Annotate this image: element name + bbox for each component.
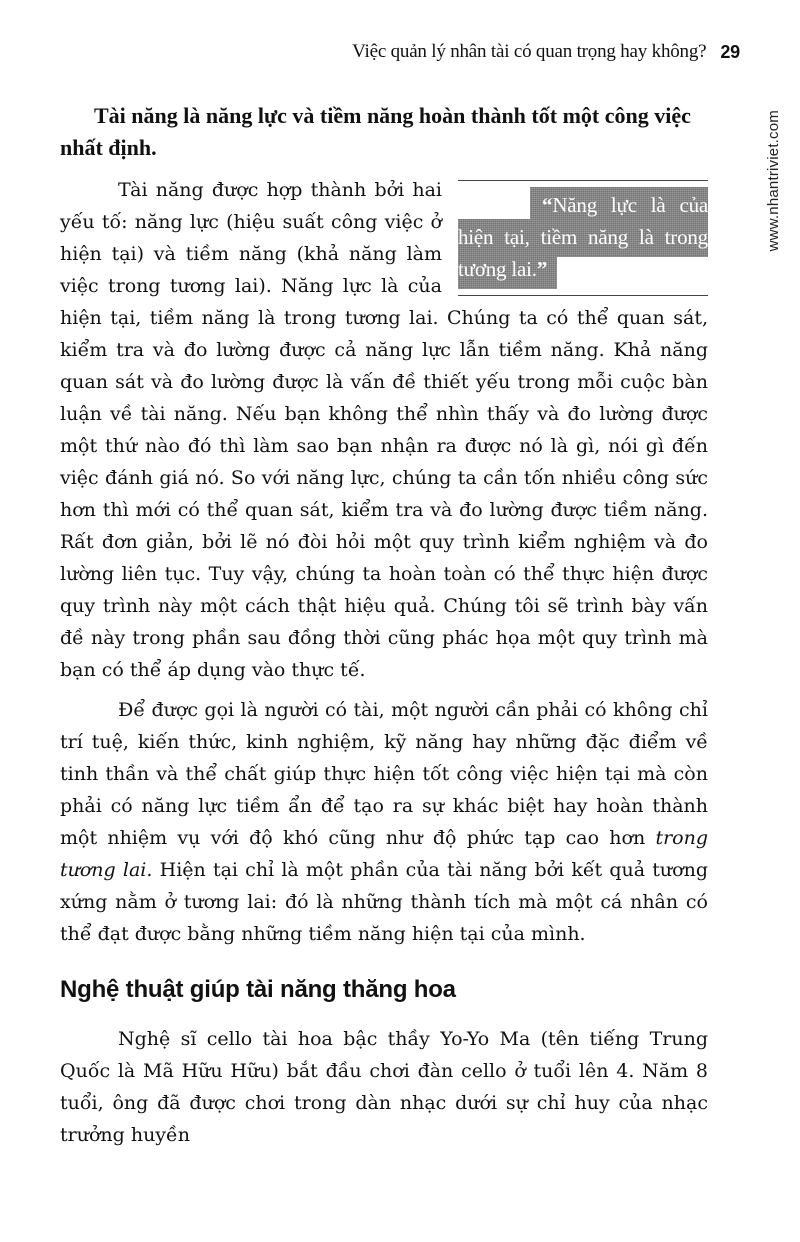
close-quote-mark: ”	[536, 257, 548, 282]
lead-heading: Tài năng là năng lực và tiềm năng hoàn thành tốt một công việc nhất định.	[60, 103, 691, 161]
pullquote-box	[458, 187, 708, 289]
paragraph-2-text-end: . Hiện tại chỉ là một phần của tài năng bởi kết quả tương xứng nằm ở tương lai: đó là những thành tích mà một cá nhân có thể đạt được bằng những tiềm năng hiện tại của mình.	[60, 859, 708, 946]
open-quote-mark: “	[542, 193, 553, 218]
page-content	[60, 100, 708, 1151]
paragraph-2-text-start: Để được gọi là người có tài, một người cần phải có không chỉ trí tuệ, kiến thức, kinh nghiệm, kỹ năng hay những đặc điểm về tinh thần và thể chất giúp thực hiện tốt công việc hiện tại mà còn phải có năng lực tiềm ẩn để tạo ra sự khác biệt hay hoàn thành một nhiệm vụ với độ khó cũng như độ phức tạp cao hơn	[60, 699, 708, 850]
section-heading: Nghệ thuật giúp tài năng thăng hoa	[60, 976, 456, 1004]
paragraph-3	[60, 1023, 708, 1151]
paragraph-1	[60, 174, 708, 686]
paragraph-2-italic: trong tương lai	[60, 827, 708, 882]
watermark-url: www.nhantriviet.com	[765, 110, 782, 252]
paragraph-2	[60, 694, 708, 950]
pullquote-text: Năng lực là của hiện tại, tiềm năng là trong tương lai.	[458, 193, 708, 282]
paragraph-1-text: Tài năng được hợp thành bởi hai yếu tố: năng lực (hiệu suất công việc ở hiện tại) và tiềm năng (khả năng làm việc trong tương lai). Năng lực là của hiện tại, tiềm năng là trong tương lai. Chúng ta có thể quan sát, kiểm tra và đo lường được cả năng lực lẫn tiềm năng. Khả năng quan sát và đo lường được là vấn đề thiết yếu trong mỗi cuộc bàn luận về tài năng. Nếu bạn không thể nhìn thấy và đo lường được một thứ nào đó thì làm sao bạn nhận ra được nó là gì, nói gì đến việc đánh giá nó. So với năng lực, chúng ta cần tốn nhiều công sức hơn thì mới có thể quan sát, kiểm tra và đo lường được tiềm năng. Rất đơn giản, bởi lẽ nó đòi hỏi một quy trình kiểm nghiệm và đo lường liên tục. Tuy vậy, chúng ta hoàn toàn có thể thực hiện được quy trình này một cách thật hiệu quả. Chúng tôi sẽ trình bày vấn đề này trong phần sau đồng thời cũng phác họa một quy trình mà bạn có thể áp dụng vào thực tế.	[60, 179, 708, 682]
spacer	[60, 164, 708, 174]
running-title: Việc quản lý nhân tài có quan trọng hay không?	[352, 41, 707, 62]
page-number: 29	[720, 41, 740, 62]
running-head	[60, 36, 740, 68]
paragraph-3-text: Nghệ sĩ cello tài hoa bậc thầy Yo-Yo Ma (tên tiếng Trung Quốc là Mã Hữu Hữu) bắt đầu chơi đàn cello ở tuổi lên 4. Năm 8 tuổi, ông đã được chơi trong dàn nhạc dưới sự chỉ huy của nhạc trưởng huyền	[60, 1028, 708, 1147]
pullquote	[458, 180, 708, 296]
